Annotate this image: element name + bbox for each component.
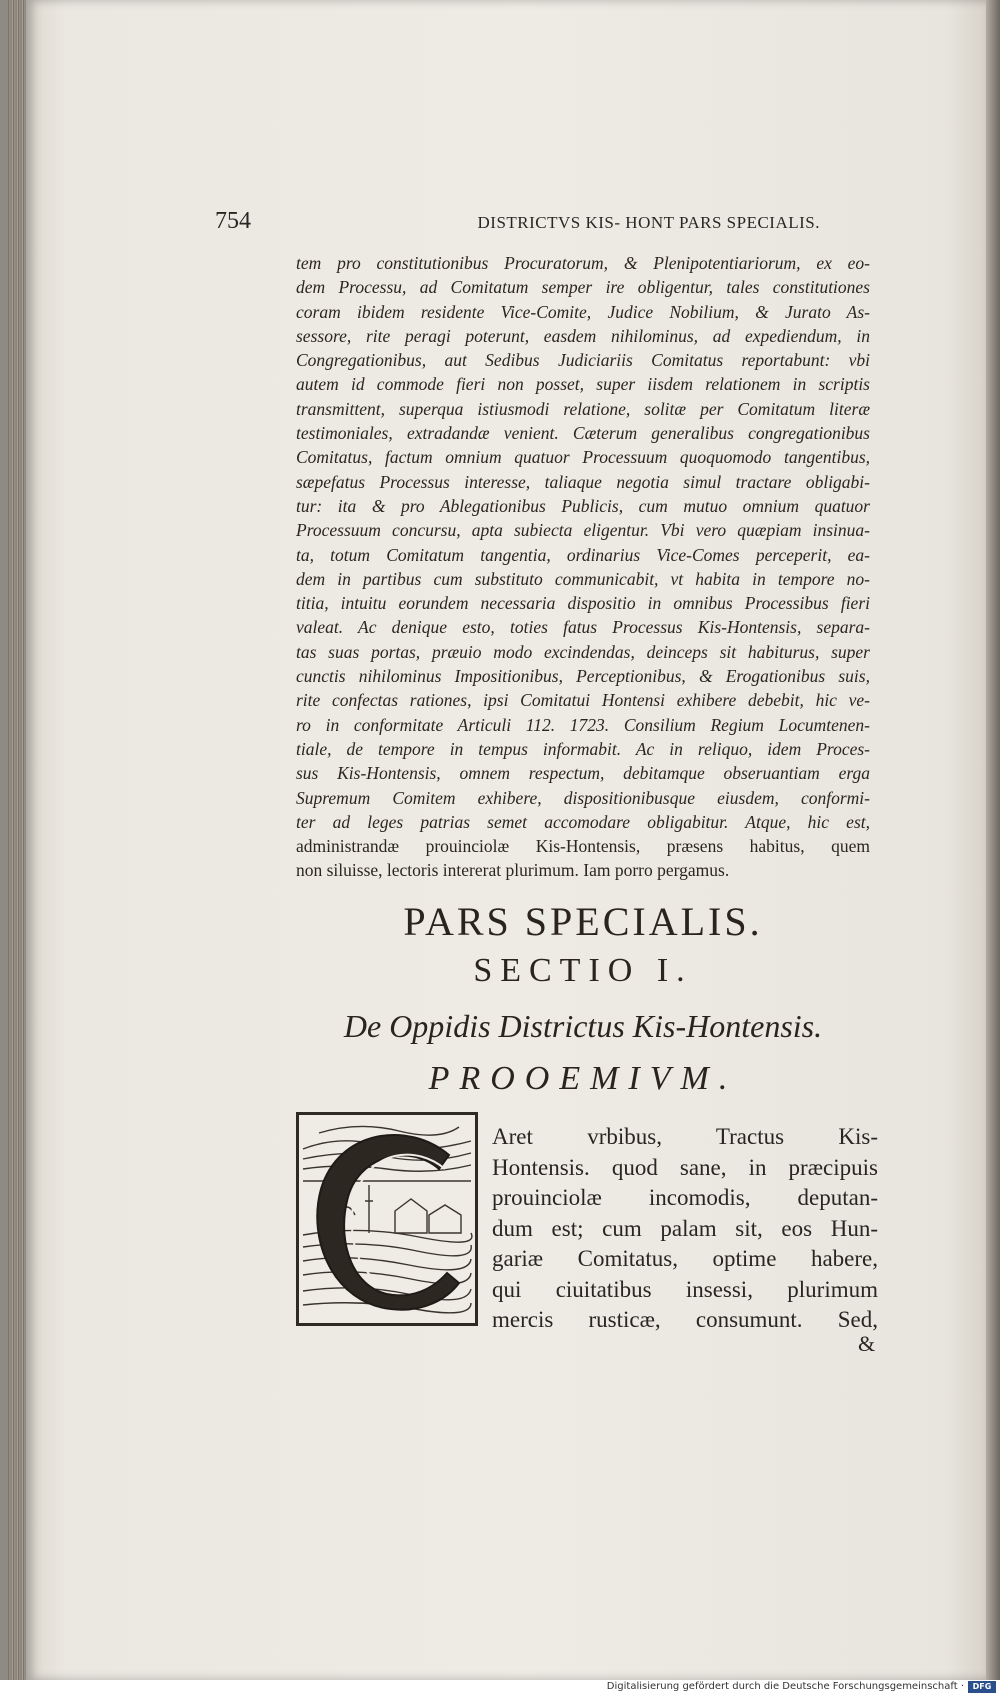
text-line: ro in conformitate Articuli 112. 1723. Consilium Regium Locumtenen- [296, 714, 870, 735]
text-line: Comitatus, factum omnium quatuor Processuum quoquomodo tangentibus, [296, 447, 870, 468]
text-line: autem id commode fieri non posset, super iisdem relationem in scriptis [296, 374, 870, 395]
intro-line: dum est; cum palam sit, eos Hun- [492, 1215, 878, 1241]
intro-paragraph [492, 1122, 878, 1336]
text-line: sessore, rite peragi poterunt, easdem nihilominus, ad expediendum, in [296, 325, 870, 346]
body-text [296, 251, 870, 883]
text-line: tem pro constitutionibus Procuratorum, & Plenipotentiariorum, ex eo- [296, 253, 870, 273]
intro-line: Aret vrbibus, Tractus Kis- [492, 1124, 878, 1149]
dfg-logo-icon[interactable]: DFG [968, 1681, 996, 1693]
text-line: sus Kis-Hontensis, omnem respectum, debitamque obseruantiam erga [296, 763, 870, 784]
heading-de-oppidis: De Oppidis Districtus Kis-Hontensis. [343, 1008, 823, 1044]
text-line: dem Processu, ad Comitatum semper ire obligentur, tales constitutiones [296, 277, 870, 298]
text-line: sæpefatus Processus interesse, taliaque negotia simul tractare obligabi- [296, 471, 870, 492]
intro-line: qui ciuitatibus insessi, plurimum [492, 1276, 878, 1302]
running-head [215, 208, 820, 238]
text-line: tiale, de tempore in tempus informabit. Ac in reliquo, idem Proces- [296, 738, 870, 759]
running-head-title: DISTRICTVS KIS- HONT PARS SPECIALIS. [477, 213, 820, 232]
text-line: Processuum concursu, apta subiecta eligentur. Vbi vero quæpiam insinua- [296, 520, 870, 541]
text-line: non siluisse, lectoris intererat plurimum. Iam porro pergamus. [296, 860, 730, 881]
text-line: dem in partibus cum substituto communicabit, vt habita in tempore no- [296, 568, 870, 589]
page-number: 754 [215, 208, 251, 234]
text-line: coram ibidem residente Vice-Comite, Judice Nobilium, & Jurato As- [296, 301, 870, 322]
text-line: Congregationibus, aut Sedibus Judiciariis Comitatus reportabunt: vbi [296, 350, 870, 371]
text-line: tas suas portas, præuio modo excindendas, deinceps sit habiturus, super [296, 641, 870, 662]
intro-line: mercis rusticæ, consumunt. Sed, [492, 1307, 878, 1332]
text-line: ta, totum Comitatum tangentia, ordinarius Vice-Comes perceperit, ea- [296, 544, 870, 565]
heading-prooemium: PROOEMIVM. [428, 1060, 738, 1097]
text-line: cunctis nihilominus Impositionibus, Perceptionibus, & Erogationibus suis, [296, 666, 870, 687]
text-line: rite confectas rationes, ipsi Comitatui Hontensi exhibere debebit, hic ve- [296, 690, 870, 711]
intro-line: Hontensis. quod sane, in præcipuis [492, 1154, 878, 1180]
decorated-initial-c [296, 1112, 478, 1326]
text-line: titia, intuitu eorundem necessaria dispositio in omnibus Processibus fieri [296, 593, 870, 614]
catchword: & [858, 1331, 876, 1356]
text-line: tur: ita & pro Ablegationibus Publicis, cum mutuo omnium quatuor [296, 495, 870, 516]
text-line: valeat. Ac denique esto, toties fatus Processus Kis-Hontensis, separa- [296, 617, 870, 638]
book-right-edge [986, 0, 1000, 1680]
heading-sectio: SECTIO I. [473, 952, 693, 989]
book-page-edges [8, 0, 28, 1680]
text-line: testimoniales, extradandæ venient. Cæterum generalibus congregationibus [296, 423, 870, 444]
heading-pars-specialis: PARS SPECIALIS. [403, 899, 763, 944]
text-line: transmittent, superqua istiusmodi relatione, solitæ per Comitatum literæ [296, 398, 870, 419]
footer-credit: Digitalisierung gefördert durch die Deutsche Forschungsgemeinschaft · [606, 1681, 964, 1692]
woodcut-initial-illustration [299, 1115, 475, 1323]
text-line: Supremum Comitem exhibere, dispositionibusque eiusdem, conformi- [296, 787, 870, 808]
text-line: administrandæ prouinciolæ Kis-Hontensis, præsens habitus, quem [296, 836, 870, 857]
intro-line: gariæ Comitatus, optime habere, [492, 1246, 878, 1271]
intro-line: prouinciolæ incomodis, deputan- [492, 1185, 878, 1210]
text-line: ter ad leges patrias semet accomodare obligabitur. Atque, hic est, [296, 811, 870, 832]
